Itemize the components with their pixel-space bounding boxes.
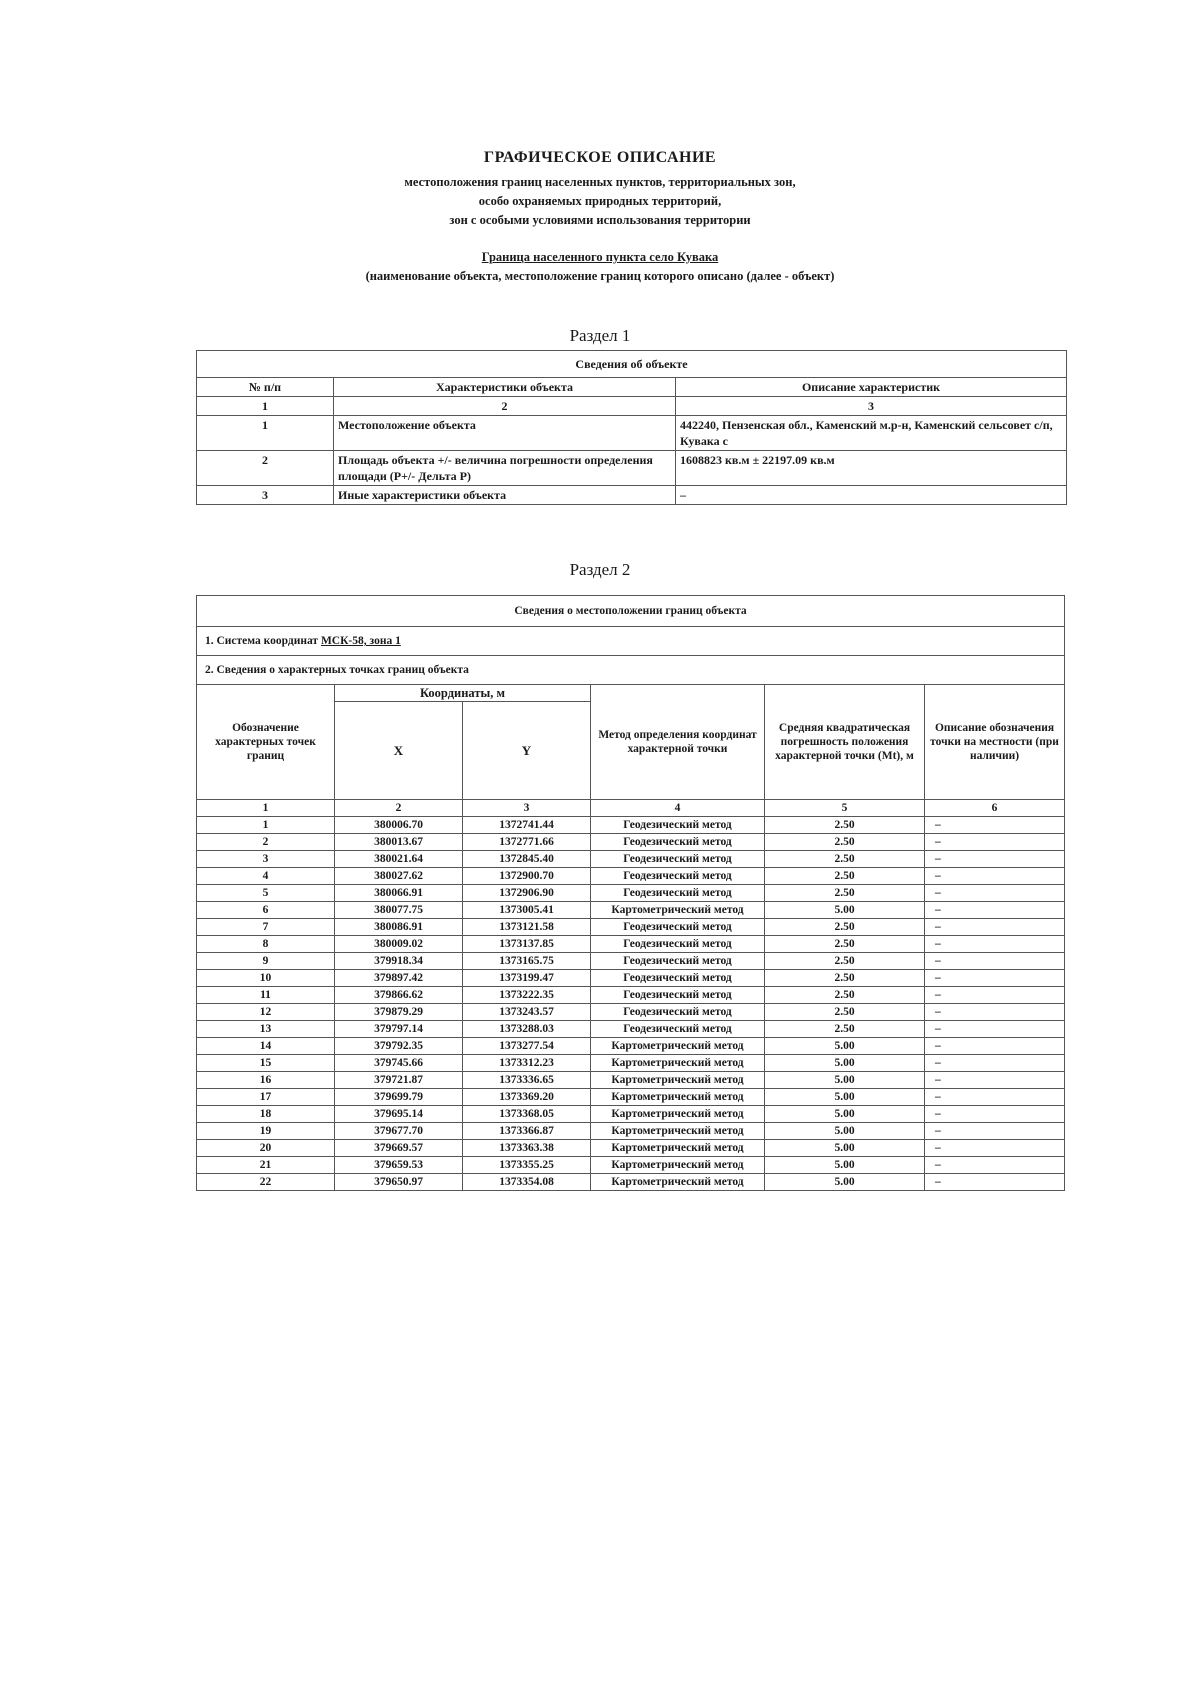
determination-method: Геодезический метод [591,885,765,902]
column-number: 3 [676,397,1067,416]
point-description: – [925,817,1065,834]
table-row [197,1089,1065,1106]
coordinate-x: 379695.14 [335,1106,463,1123]
point-description: – [925,1174,1065,1191]
coordinate-x: 379918.34 [335,953,463,970]
coordinate-y: 1373243.57 [463,1004,591,1021]
coordinate-system-row [197,627,1065,656]
determination-method: Геодезический метод [591,1004,765,1021]
coordinate-x: 379650.97 [335,1174,463,1191]
coordinate-y: 1373336.65 [463,1072,591,1089]
point-number: 17 [197,1089,335,1106]
point-description: – [925,1072,1065,1089]
point-number: 11 [197,987,335,1004]
characteristic-value: – [676,486,1067,505]
mean-square-error: 5.00 [765,1038,925,1055]
row-number: 2 [197,451,334,486]
coordinate-x: 380086.91 [335,919,463,936]
determination-method: Геодезический метод [591,987,765,1004]
point-number: 12 [197,1004,335,1021]
mean-square-error: 5.00 [765,1072,925,1089]
row-number: 1 [197,416,334,451]
point-description: – [925,987,1065,1004]
determination-method: Геодезический метод [591,851,765,868]
point-description: – [925,902,1065,919]
column-header: Координаты, м [335,685,591,702]
point-number: 4 [197,868,335,885]
mean-square-error: 5.00 [765,1140,925,1157]
mean-square-error: 2.50 [765,851,925,868]
determination-method: Картометрический метод [591,902,765,919]
determination-method: Геодезический метод [591,1021,765,1038]
coordinate-y: 1373288.03 [463,1021,591,1038]
coordinate-x: 379669.57 [335,1140,463,1157]
coordinate-y: 1373312.23 [463,1055,591,1072]
points-section-title: 2. Сведения о характерных точках границ объекта [197,656,1065,685]
table-row [197,1055,1065,1072]
point-number: 3 [197,851,335,868]
point-number: 5 [197,885,335,902]
point-description: – [925,1038,1065,1055]
point-number: 16 [197,1072,335,1089]
determination-method: Картометрический метод [591,1038,765,1055]
coordinate-x: 379879.29 [335,1004,463,1021]
characteristic-value: 442240, Пензенская обл., Каменский м.р-н, Каменский сельсовет с/п, Кувака с [676,416,1067,451]
column-header: X [335,702,463,800]
determination-method: Геодезический метод [591,919,765,936]
point-description: – [925,885,1065,902]
boundary-points-table [196,595,1065,1191]
mean-square-error: 5.00 [765,1106,925,1123]
column-header: Метод определения координат характерной точки [591,685,765,800]
coordinate-y: 1373368.05 [463,1106,591,1123]
point-description: – [925,1123,1065,1140]
coordinate-x: 380013.67 [335,834,463,851]
coordinate-x: 379677.70 [335,1123,463,1140]
coordinate-y: 1373369.20 [463,1089,591,1106]
mean-square-error: 2.50 [765,953,925,970]
object-name: Граница населенного пункта село Кувака [481,250,719,264]
point-number: 19 [197,1123,335,1140]
table-row [197,451,1067,486]
column-number: 2 [334,397,676,416]
mean-square-error: 2.50 [765,987,925,1004]
mean-square-error: 2.50 [765,919,925,936]
mean-square-error: 2.50 [765,1021,925,1038]
coordinate-x: 380027.62 [335,868,463,885]
coordinate-y: 1373121.58 [463,919,591,936]
point-number: 20 [197,1140,335,1157]
mean-square-error: 5.00 [765,1123,925,1140]
characteristic-name: Местоположение объекта [334,416,676,451]
object-info-table-title: Сведения об объекте [197,351,1067,378]
determination-method: Геодезический метод [591,817,765,834]
point-description: – [925,970,1065,987]
coordinate-y: 1372906.90 [463,885,591,902]
mean-square-error: 2.50 [765,936,925,953]
subtitle-line: особо охраняемых природных территорий, [478,194,722,208]
table-row [197,885,1065,902]
coordinate-y: 1372741.44 [463,817,591,834]
column-header: Описание характеристик [676,378,1067,397]
coordinate-x: 379745.66 [335,1055,463,1072]
point-number: 15 [197,1055,335,1072]
table-row [197,919,1065,936]
coordinate-x: 380021.64 [335,851,463,868]
table-row [197,868,1065,885]
table-row [197,953,1065,970]
determination-method: Геодезический метод [591,868,765,885]
coordinate-x: 380077.75 [335,902,463,919]
subtitle-line: зон с особыми условиями использования территории [449,213,751,227]
point-number: 13 [197,1021,335,1038]
mean-square-error: 5.00 [765,1055,925,1072]
point-number: 6 [197,902,335,919]
point-number: 7 [197,919,335,936]
table-row [197,486,1067,505]
table-row [197,936,1065,953]
coordinate-y: 1373165.75 [463,953,591,970]
mean-square-error: 5.00 [765,902,925,919]
point-number: 22 [197,1174,335,1191]
coordinate-y: 1372845.40 [463,851,591,868]
point-number: 21 [197,1157,335,1174]
mean-square-error: 5.00 [765,1089,925,1106]
determination-method: Геодезический метод [591,834,765,851]
table-row [197,1038,1065,1055]
point-description: – [925,953,1065,970]
determination-method: Картометрический метод [591,1157,765,1174]
mean-square-error: 5.00 [765,1157,925,1174]
table-row [197,1004,1065,1021]
point-description: – [925,1004,1065,1021]
column-number: 5 [765,800,925,817]
table-row [197,817,1065,834]
column-number: 1 [197,800,335,817]
subtitle-line: местоположения границ населенных пунктов, территориальных зон, [404,175,796,189]
point-description: – [925,1021,1065,1038]
column-number: 1 [197,397,334,416]
coordinate-y: 1373355.25 [463,1157,591,1174]
object-info-table [196,350,1067,505]
coordinate-x: 379659.53 [335,1157,463,1174]
point-description: – [925,1106,1065,1123]
coordinate-y: 1373277.54 [463,1038,591,1055]
column-header: Y [463,702,591,800]
determination-method: Картометрический метод [591,1140,765,1157]
coordinate-y: 1373137.85 [463,936,591,953]
object-name-caption: (наименование объекта, местоположение границ которого описано (далее - объект) [365,269,835,283]
determination-method: Геодезический метод [591,970,765,987]
section2-title: Раздел 2 [569,560,631,579]
coordinate-y: 1373363.38 [463,1140,591,1157]
table-row [197,834,1065,851]
coordinate-x: 379721.87 [335,1072,463,1089]
table-row [197,851,1065,868]
point-description: – [925,868,1065,885]
boundary-table-title: Сведения о местоположении границ объекта [197,596,1065,627]
object-name-block [0,248,1200,286]
point-description: – [925,1157,1065,1174]
coordinate-x: 379866.62 [335,987,463,1004]
coordinate-x: 380066.91 [335,885,463,902]
table-row [197,987,1065,1004]
characteristic-name: Площадь объекта +/- величина погрешности определения площади (P+/- Дельта P) [334,451,676,486]
characteristic-value: 1608823 кв.м ± 22197.09 кв.м [676,451,1067,486]
determination-method: Картометрический метод [591,1174,765,1191]
determination-method: Картометрический метод [591,1055,765,1072]
column-header: № п/п [197,378,334,397]
coordinate-x: 380009.02 [335,936,463,953]
mean-square-error: 2.50 [765,885,925,902]
table-row [197,1174,1065,1191]
determination-method: Геодезический метод [591,936,765,953]
document-subtitle [0,173,1200,230]
point-number: 8 [197,936,335,953]
point-number: 18 [197,1106,335,1123]
determination-method: Геодезический метод [591,953,765,970]
mean-square-error: 2.50 [765,868,925,885]
coordinate-x: 379699.79 [335,1089,463,1106]
table-row [197,1123,1065,1140]
point-description: – [925,1140,1065,1157]
determination-method: Картометрический метод [591,1072,765,1089]
mean-square-error: 2.50 [765,834,925,851]
table-row [197,1021,1065,1038]
table-row [197,1072,1065,1089]
mean-square-error: 2.50 [765,817,925,834]
point-description: – [925,1089,1065,1106]
table-row [197,416,1067,451]
determination-method: Картометрический метод [591,1106,765,1123]
coordinate-system-value: МСК-58, зона 1 [320,635,401,647]
document-title: ГРАФИЧЕСКОЕ ОПИСАНИЕ [483,149,717,166]
mean-square-error: 2.50 [765,970,925,987]
coordinate-y: 1373366.87 [463,1123,591,1140]
point-number: 1 [197,817,335,834]
table-row [197,1157,1065,1174]
section1-title: Раздел 1 [569,326,631,345]
coordinate-y: 1373222.35 [463,987,591,1004]
mean-square-error: 2.50 [765,1004,925,1021]
coordinate-system-label: 1. Система координат [205,635,321,647]
coordinate-y: 1373005.41 [463,902,591,919]
point-number: 9 [197,953,335,970]
table-row [197,902,1065,919]
column-number: 3 [463,800,591,817]
column-header: Характеристики объекта [334,378,676,397]
coordinate-y: 1373199.47 [463,970,591,987]
column-number: 6 [925,800,1065,817]
determination-method: Картометрический метод [591,1123,765,1140]
column-header: Обозначение характерных точек границ [197,685,335,800]
point-description: – [925,919,1065,936]
point-description: – [925,936,1065,953]
column-number: 4 [591,800,765,817]
table-row [197,970,1065,987]
table-row [197,1106,1065,1123]
coordinate-x: 379792.35 [335,1038,463,1055]
column-header: Описание обозначения точки на местности (при наличии) [925,685,1065,800]
table-row [197,1140,1065,1157]
point-description: – [925,1055,1065,1072]
coordinate-y: 1372771.66 [463,834,591,851]
coordinate-y: 1373354.08 [463,1174,591,1191]
point-number: 2 [197,834,335,851]
row-number: 3 [197,486,334,505]
point-description: – [925,834,1065,851]
point-number: 10 [197,970,335,987]
column-number: 2 [335,800,463,817]
determination-method: Картометрический метод [591,1089,765,1106]
coordinate-x: 379897.42 [335,970,463,987]
point-description: – [925,851,1065,868]
column-header: Средняя квадратическая погрешность положения характерной точки (Mt), м [765,685,925,800]
coordinate-x: 380006.70 [335,817,463,834]
characteristic-name: Иные характеристики объекта [334,486,676,505]
coordinate-y: 1372900.70 [463,868,591,885]
point-number: 14 [197,1038,335,1055]
coordinate-x: 379797.14 [335,1021,463,1038]
mean-square-error: 5.00 [765,1174,925,1191]
